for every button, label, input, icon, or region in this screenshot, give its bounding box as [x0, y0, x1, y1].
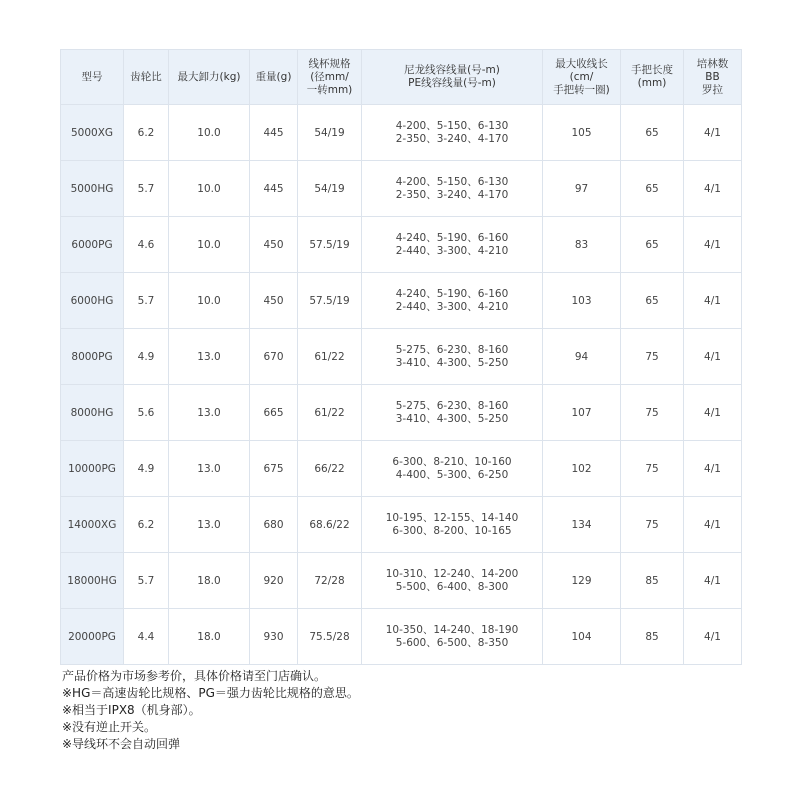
table-row [61, 385, 742, 441]
table-row [61, 105, 742, 161]
cell-spool-spec: 54/19 [298, 161, 362, 217]
spec-table-body [61, 105, 742, 665]
cell-weight: 930 [250, 609, 298, 665]
cell-weight: 445 [250, 105, 298, 161]
header-label-line: 重量(g) [255, 70, 292, 83]
cell-spool-spec: 66/22 [298, 441, 362, 497]
cell-max-drag: 18.0 [169, 553, 250, 609]
cell-model: 6000HG [61, 273, 124, 329]
header-spool-spec [298, 50, 362, 105]
cell-weight: 920 [250, 553, 298, 609]
cell-max-retrieve: 103 [543, 273, 621, 329]
cell-line-capacity [362, 497, 543, 553]
cell-weight: 450 [250, 273, 298, 329]
capacity-line: 5-600、6-500、8-350 [395, 636, 509, 649]
cell-max-retrieve: 83 [543, 217, 621, 273]
cell-spool-spec: 72/28 [298, 553, 362, 609]
cell-bearings: 4/1 [684, 273, 742, 329]
cell-gear-ratio: 4.9 [124, 329, 169, 385]
cell-model: 8000HG [61, 385, 124, 441]
capacity-line: 3-410、4-300、5-250 [395, 412, 509, 425]
cell-spool-spec: 68.6/22 [298, 497, 362, 553]
footnote-line: ※导线环不会自动回弹 [62, 737, 181, 751]
cell-model: 5000HG [61, 161, 124, 217]
header-max-retrieve [543, 50, 621, 105]
cell-max-drag: 18.0 [169, 609, 250, 665]
capacity-line: 5-500、6-400、8-300 [395, 580, 509, 593]
header-label-line: (mm) [637, 77, 667, 89]
cell-handle-length: 65 [621, 161, 684, 217]
header-model [61, 50, 124, 105]
cell-handle-length: 65 [621, 273, 684, 329]
cell-model: 8000PG [61, 329, 124, 385]
header-weight [250, 50, 298, 105]
cell-spool-spec: 61/22 [298, 385, 362, 441]
footnote-line: ※没有逆止开关。 [62, 720, 157, 734]
cell-bearings: 4/1 [684, 329, 742, 385]
header-label-line: 最大收线长 [555, 57, 608, 70]
cell-handle-length: 75 [621, 497, 684, 553]
cell-gear-ratio: 4.6 [124, 217, 169, 273]
cell-line-capacity [362, 385, 543, 441]
cell-line-capacity [362, 441, 543, 497]
capacity-line: 2-440、3-300、4-210 [395, 300, 509, 313]
cell-spool-spec: 75.5/28 [298, 609, 362, 665]
cell-line-capacity [362, 161, 543, 217]
cell-max-retrieve: 97 [543, 161, 621, 217]
table-row [61, 161, 742, 217]
cell-max-retrieve: 107 [543, 385, 621, 441]
capacity-line: 4-400、5-300、6-250 [395, 468, 509, 481]
cell-model: 20000PG [61, 609, 124, 665]
cell-gear-ratio: 4.4 [124, 609, 169, 665]
cell-max-retrieve: 129 [543, 553, 621, 609]
cell-model: 10000PG [61, 441, 124, 497]
table-row [61, 609, 742, 665]
header-label-line: 线杯规格 [308, 57, 351, 70]
header-label-line: 培林数 [696, 57, 729, 70]
cell-bearings: 4/1 [684, 609, 742, 665]
cell-max-drag: 10.0 [169, 161, 250, 217]
cell-max-retrieve: 102 [543, 441, 621, 497]
footnote-line: ※相当于IPX8（机身部）。 [62, 703, 201, 717]
capacity-line: 4-200、5-150、6-130 [395, 175, 509, 188]
spec-table-container [60, 49, 741, 665]
header-label-line: 手把转一圈) [553, 83, 610, 96]
cell-model: 14000XG [61, 497, 124, 553]
cell-handle-length: 75 [621, 441, 684, 497]
cell-max-retrieve: 94 [543, 329, 621, 385]
header-label-line: (cm/ [569, 70, 594, 83]
cell-bearings: 4/1 [684, 385, 742, 441]
cell-bearings: 4/1 [684, 441, 742, 497]
cell-line-capacity [362, 329, 543, 385]
cell-weight: 445 [250, 161, 298, 217]
table-row [61, 329, 742, 385]
footnotes [62, 668, 359, 753]
cell-gear-ratio: 5.7 [124, 161, 169, 217]
header-label-line: 手把长度 [631, 64, 673, 76]
footnote-line: 产品价格为市场参考价，具体价格请至门店确认。 [62, 669, 327, 683]
cell-spool-spec: 57.5/19 [298, 273, 362, 329]
cell-model: 6000PG [61, 217, 124, 273]
header-row [61, 50, 742, 105]
cell-model: 5000XG [61, 105, 124, 161]
footnote-line: ※HG＝高速齿轮比规格、PG＝强力齿轮比规格的意思。 [62, 686, 359, 700]
table-row [61, 217, 742, 273]
cell-line-capacity [362, 553, 543, 609]
header-label-line: 型号 [81, 70, 103, 83]
capacity-line: 2-350、3-240、4-170 [395, 132, 509, 145]
cell-gear-ratio: 5.6 [124, 385, 169, 441]
cell-max-drag: 10.0 [169, 217, 250, 273]
cell-line-capacity [362, 217, 543, 273]
table-row [61, 497, 742, 553]
cell-line-capacity [362, 609, 543, 665]
table-row [61, 441, 742, 497]
spec-table-header [61, 50, 742, 105]
header-label-line: 最大卸力(kg) [177, 70, 241, 83]
header-bearings [684, 50, 742, 105]
cell-line-capacity [362, 105, 543, 161]
cell-handle-length: 65 [621, 105, 684, 161]
capacity-line: 4-200、5-150、6-130 [395, 119, 509, 132]
cell-weight: 675 [250, 441, 298, 497]
header-label-line: 尼龙线容线量(号-m) [404, 64, 500, 76]
header-gear-ratio [124, 50, 169, 105]
capacity-line: 10-195、12-155、14-140 [385, 511, 519, 524]
capacity-line: 6-300、8-210、10-160 [392, 455, 512, 468]
cell-max-drag: 13.0 [169, 329, 250, 385]
header-label-line: 齿轮比 [130, 70, 162, 83]
cell-max-drag: 13.0 [169, 385, 250, 441]
cell-handle-length: 85 [621, 609, 684, 665]
cell-bearings: 4/1 [684, 217, 742, 273]
cell-max-retrieve: 105 [543, 105, 621, 161]
capacity-line: 10-350、14-240、18-190 [385, 623, 519, 636]
cell-gear-ratio: 5.7 [124, 553, 169, 609]
cell-gear-ratio: 5.7 [124, 273, 169, 329]
cell-max-drag: 10.0 [169, 273, 250, 329]
cell-spool-spec: 61/22 [298, 329, 362, 385]
header-line-capacity [362, 50, 543, 105]
table-row [61, 553, 742, 609]
cell-bearings: 4/1 [684, 553, 742, 609]
cell-weight: 670 [250, 329, 298, 385]
header-label-line: 一转mm) [306, 83, 353, 96]
cell-handle-length: 65 [621, 217, 684, 273]
cell-gear-ratio: 6.2 [124, 105, 169, 161]
cell-max-retrieve: 104 [543, 609, 621, 665]
capacity-line: 2-440、3-300、4-210 [395, 244, 509, 257]
capacity-line: 4-240、5-190、6-160 [395, 231, 509, 244]
cell-handle-length: 75 [621, 385, 684, 441]
capacity-line: 2-350、3-240、4-170 [395, 188, 509, 201]
capacity-line: 5-275、6-230、8-160 [395, 343, 509, 356]
cell-handle-length: 75 [621, 329, 684, 385]
header-label-line: 罗拉 [702, 83, 723, 96]
capacity-line: 10-310、12-240、14-200 [385, 567, 519, 580]
cell-gear-ratio: 6.2 [124, 497, 169, 553]
spec-table [60, 49, 742, 665]
cell-weight: 680 [250, 497, 298, 553]
cell-weight: 450 [250, 217, 298, 273]
cell-bearings: 4/1 [684, 105, 742, 161]
table-row [61, 273, 742, 329]
capacity-line: 3-410、4-300、5-250 [395, 356, 509, 369]
cell-weight: 665 [250, 385, 298, 441]
cell-max-drag: 13.0 [169, 497, 250, 553]
header-label-line: (径mm/ [310, 70, 349, 83]
cell-bearings: 4/1 [684, 161, 742, 217]
cell-handle-length: 85 [621, 553, 684, 609]
capacity-line: 6-300、8-200、10-165 [392, 524, 512, 537]
header-label-line: BB [705, 70, 720, 83]
cell-gear-ratio: 4.9 [124, 441, 169, 497]
cell-spool-spec: 57.5/19 [298, 217, 362, 273]
cell-max-drag: 13.0 [169, 441, 250, 497]
header-handle-length [621, 50, 684, 105]
cell-max-retrieve: 134 [543, 497, 621, 553]
cell-max-drag: 10.0 [169, 105, 250, 161]
capacity-line: 4-240、5-190、6-160 [395, 287, 509, 300]
header-max-drag [169, 50, 250, 105]
cell-line-capacity [362, 273, 543, 329]
header-label-line: PE线容线量(号-m) [408, 77, 496, 89]
cell-spool-spec: 54/19 [298, 105, 362, 161]
capacity-line: 5-275、6-230、8-160 [395, 399, 509, 412]
cell-model: 18000HG [61, 553, 124, 609]
cell-bearings: 4/1 [684, 497, 742, 553]
